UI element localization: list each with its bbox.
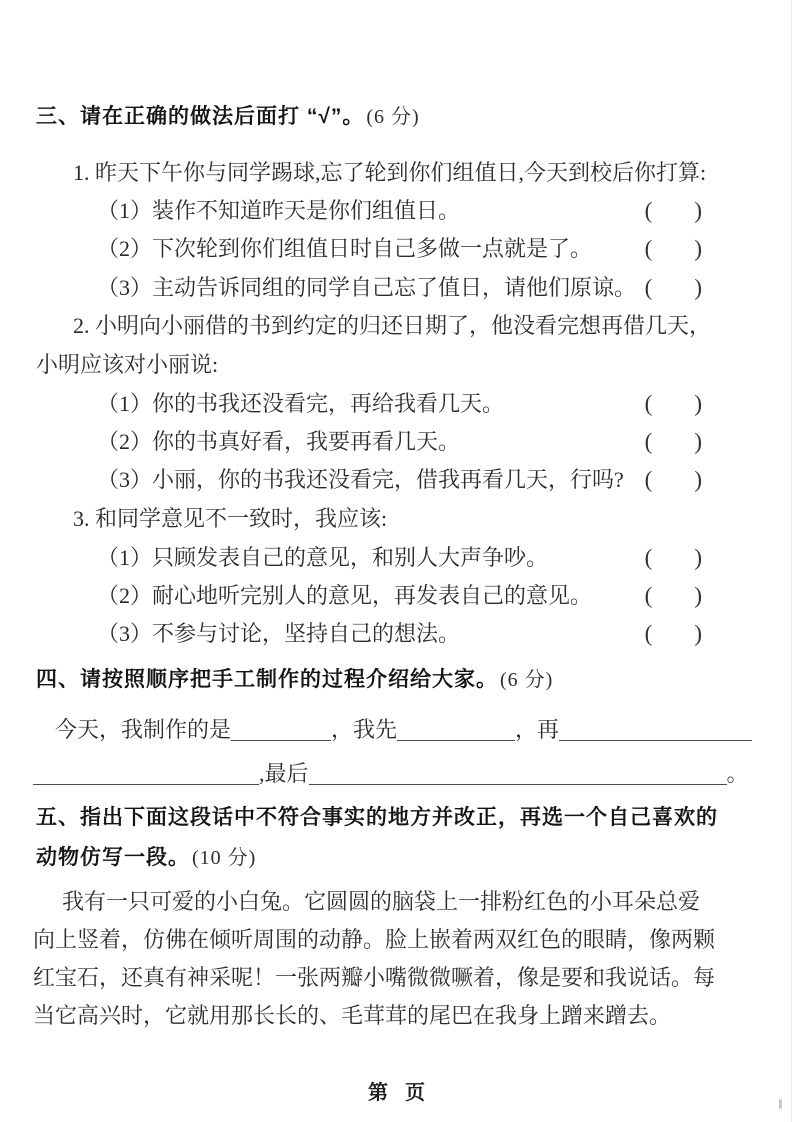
section3-heading-text: 三、请在正确的做法后面打 “√”。 [36, 105, 365, 128]
answer-blank[interactable] [231, 717, 331, 741]
option-text: （3）不参与讨论，坚持自己的想法。 [97, 621, 461, 646]
q3-option-2 [36, 579, 757, 610]
scan-edge [791, 0, 792, 1122]
fill-in-line-1 [36, 713, 757, 744]
fill-text-2: ，我先 [331, 717, 398, 743]
bracket-close: ) [694, 583, 702, 608]
paragraph-text: 我有一只可爱的小白兔。它圆圆的脑袋上一排粉红色的小耳朵总爱 [62, 889, 701, 914]
option-text: （1）只顾发表自己的意见，和别人大声争吵。 [97, 545, 549, 570]
answer-bracket[interactable] [645, 583, 702, 609]
paragraph-line-4 [33, 999, 763, 1030]
q2-option-1 [36, 387, 757, 418]
q2-stem-text-2: 小明应该对小丽说: [36, 352, 219, 377]
q3-stem-text: 3. 和同学意见不一致时，我应该: [73, 506, 388, 531]
q1-stem [36, 156, 757, 187]
section3-heading [36, 100, 757, 130]
section4-score: (6 分) [500, 669, 554, 691]
fill-text-5: 。 [726, 761, 749, 787]
paragraph-text: 向上竖着，仿佛在倾听周围的动静。脸上嵌着两双红色的眼睛，像两颗 [33, 927, 716, 952]
bracket-close: ) [694, 198, 702, 223]
bracket-open: ( [644, 236, 653, 261]
bracket-open: ( [644, 621, 653, 646]
bracket-close: ) [694, 236, 702, 261]
answer-blank[interactable] [397, 717, 515, 741]
answer-bracket[interactable] [645, 621, 702, 647]
q1-option-2 [36, 232, 757, 263]
bracket-close: ) [694, 545, 702, 570]
bracket-open: ( [644, 583, 653, 608]
bracket-open: ( [644, 545, 653, 570]
page-footer [0, 1076, 793, 1105]
bracket-open: ( [644, 275, 653, 300]
answer-bracket[interactable] [645, 198, 702, 224]
answer-bracket[interactable] [645, 545, 702, 571]
option-text: （3）小丽，你的书我还没看完，借我再看几天，行吗? [97, 467, 624, 492]
q3-option-3 [36, 617, 757, 648]
option-text: （1）装作不知道昨天是你们组值日。 [97, 198, 461, 223]
bracket-close: ) [694, 275, 702, 300]
bracket-close: ) [694, 621, 702, 646]
answer-bracket[interactable] [645, 275, 702, 301]
bracket-open: ( [644, 198, 653, 223]
q3-option-1 [36, 541, 757, 572]
q3-stem [36, 502, 757, 533]
answer-bracket[interactable] [645, 467, 702, 493]
paragraph-line-1 [33, 885, 763, 916]
section5-heading-text-2: 动物仿写一段。 [36, 846, 190, 869]
bracket-close: ) [694, 467, 702, 492]
paragraph-line-3 [33, 961, 763, 992]
q2-option-2 [36, 425, 757, 456]
footer-page-suffix: 页 [405, 1082, 425, 1104]
q1-option-3 [36, 271, 757, 302]
scan-artifact [779, 1099, 782, 1109]
answer-bracket[interactable] [645, 236, 702, 262]
fill-text-3: ，再 [515, 717, 560, 743]
fill-in-line-2 [33, 757, 757, 788]
answer-blank[interactable] [33, 761, 259, 785]
option-text: （2）耐心地听完别人的意见，再发表自己的意见。 [97, 583, 593, 608]
paragraph-text: 当它高兴时，它就用那长长的、毛茸茸的尾巴在我身上蹭来蹭去。 [33, 1003, 672, 1028]
option-text: （3）主动告诉同组的同学自己忘了值日，请他们原谅。 [97, 275, 637, 300]
answer-bracket[interactable] [645, 391, 702, 417]
answer-blank[interactable] [559, 717, 752, 741]
answer-blank[interactable] [309, 761, 727, 785]
fill-text-1: 今天，我制作的是 [55, 717, 232, 743]
q2-stem-line2 [36, 348, 757, 379]
section5-heading-line1 [36, 801, 757, 831]
q2-option-3 [36, 463, 757, 494]
option-text: （1）你的书我还没看完，再给我看几天。 [97, 391, 505, 416]
answer-bracket[interactable] [645, 429, 702, 455]
section5-heading-text-1: 五、指出下面这段话中不符合事实的地方并改正，再选一个自己喜欢的 [36, 806, 718, 829]
section3-score: (6 分) [366, 106, 420, 128]
bracket-open: ( [644, 429, 653, 454]
paragraph-line-2 [33, 923, 763, 954]
q2-stem-line1 [36, 309, 757, 340]
fill-text-4: ,最后 [259, 761, 309, 787]
bracket-close: ) [694, 429, 702, 454]
bracket-open: ( [644, 391, 653, 416]
q1-stem-text: 1. 昨天下午你与同学踢球,忘了轮到你们组值日,今天到校后你打算: [73, 160, 707, 185]
option-text: （2）下次轮到你们组值日时自己多做一点就是了。 [97, 236, 593, 261]
section4-heading-text: 四、请按照顺序把手工制作的过程介绍给大家。 [36, 668, 498, 691]
footer-page-prefix: 第 [368, 1082, 388, 1104]
bracket-open: ( [644, 467, 653, 492]
section5-heading-line2 [36, 841, 757, 871]
paragraph-text: 红宝石，还真有神采呢！一张两瓣小嘴微微噘着，像是要和我说话。每 [33, 965, 716, 990]
option-text: （2）你的书真好看，我要再看几天。 [97, 429, 461, 454]
q1-option-1 [36, 194, 757, 225]
section4-heading [36, 663, 757, 693]
bracket-close: ) [694, 391, 702, 416]
section5-score: (10 分) [192, 847, 257, 869]
q2-stem-text-1: 2. 小明向小丽借的书到约定的归还日期了，他没看完想再借几天， [73, 313, 712, 338]
